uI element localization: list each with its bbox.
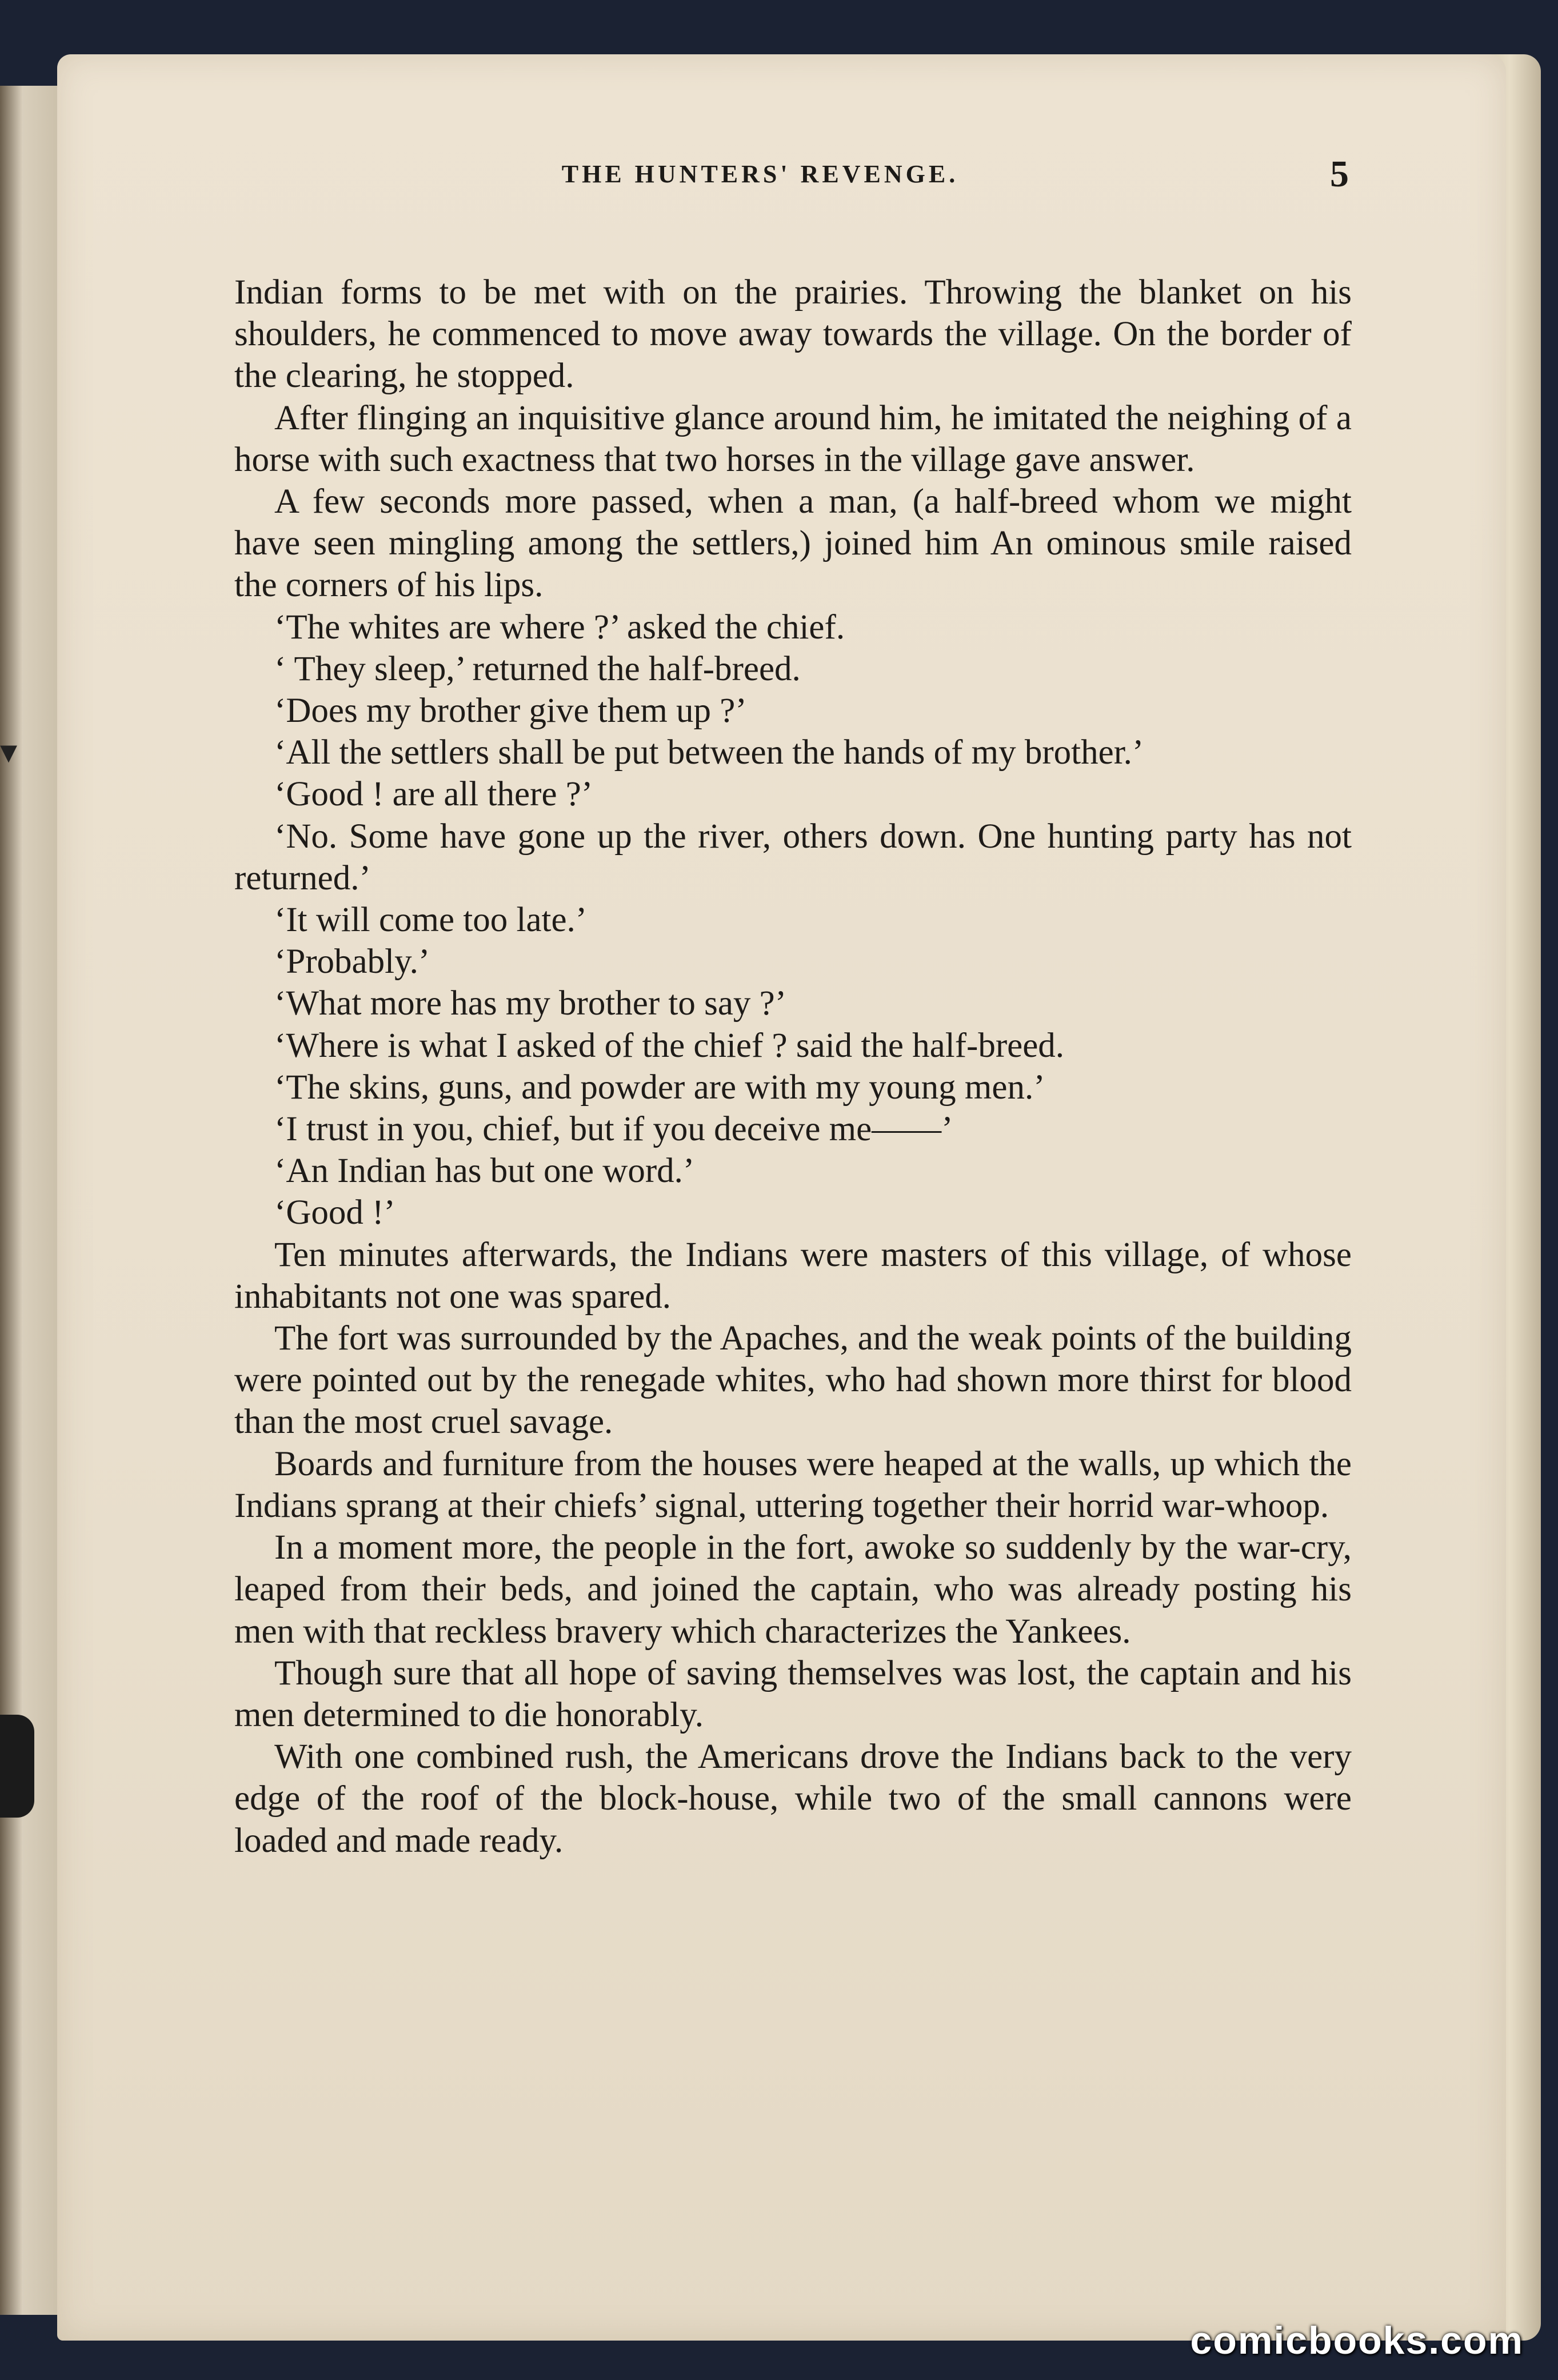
page-header <box>171 143 1349 206</box>
paragraph: With one combined rush, the Americans drove the Indians back to the very edge of the roof of the block-house, while two of the small cannons were loaded and made ready. <box>234 1738 1352 1860</box>
paragraph: Ten minutes afterwards, the Indians were masters of this village, of whose inhabitants not one was spared. <box>234 1235 1352 1316</box>
paragraph: The fort was surrounded by the Apaches, and the weak points of the building were pointed out by the renegade whites, who had shown more thirst for blood than the most cruel savage. <box>234 1319 1352 1441</box>
dialogue-line: ‘Good ! are all there ?’ <box>274 775 593 814</box>
paragraph: Indian forms to be met with on the prairies. Throwing the blanket on his shoulders, he commenced to move away towards the village. On the border of the clearing, he stopped. <box>234 273 1352 396</box>
dialogue-line: ‘An Indian has but one word.’ <box>274 1152 695 1191</box>
dialogue-line: ‘The whites are where ?’ asked the chief. <box>274 608 845 646</box>
dialogue-line: ‘What more has my brother to say ?’ <box>274 984 787 1023</box>
dialogue-line: ‘No. Some have gone up the river, others down. One hunting party has not returned.’ <box>234 817 1352 897</box>
paragraph: A few seconds more passed, when a man, (a half-breed whom we might have seen mingling among the settlers,) joined him An ominous smile raised the corners of his lips. <box>234 482 1352 605</box>
paragraph: Though sure that all hope of saving themselves was lost, the captain and his men determined to die honorably. <box>234 1654 1352 1734</box>
dialogue-line: ‘Probably.’ <box>274 943 430 981</box>
paragraph: In a moment more, the people in the fort, awoke so suddenly by the war-cry, leaped from their beds, and joined the captain, who was already posting his men with that reckless bravery which characterizes the Yankees. <box>234 1528 1352 1651</box>
running-head: THE HUNTERS' REVENGE. <box>561 160 959 188</box>
body-text <box>234 271 1352 1862</box>
dialogue-line: ‘I trust in you, chief, but if you deceive me——’ <box>274 1110 953 1149</box>
dialogue-line: ‘Good !’ <box>274 1193 396 1232</box>
adjacent-page-mark: ▾ <box>0 733 18 770</box>
watermark: comicbooks.com <box>1190 2319 1524 2362</box>
paragraph: After flinging an inquisitive glance around him, he imitated the neighing of a horse with such exactness that two horses in the village gave answer. <box>234 398 1352 479</box>
dialogue-line: ‘Does my brother give them up ?’ <box>274 692 747 730</box>
dialogue-line: ‘It will come too late.’ <box>274 901 588 940</box>
adjacent-page-edge <box>0 86 64 2315</box>
page-number: 5 <box>1330 153 1349 195</box>
dialogue-line: ‘ They sleep,’ returned the half-breed. <box>274 649 801 688</box>
dialogue-line: ‘The skins, guns, and powder are with my young men.’ <box>274 1068 1045 1107</box>
adjacent-page-tear <box>0 1715 34 1818</box>
paragraph: Boards and furniture from the houses were heaped at the walls, up which the Indians sprang at their chiefs’ signal, uttering together their horrid war-whoop. <box>234 1444 1352 1525</box>
dialogue-line: ‘All the settlers shall be put between the hands of my brother.’ <box>274 733 1144 772</box>
dialogue-line: ‘Where is what I asked of the chief ? said the half-breed. <box>274 1026 1065 1065</box>
